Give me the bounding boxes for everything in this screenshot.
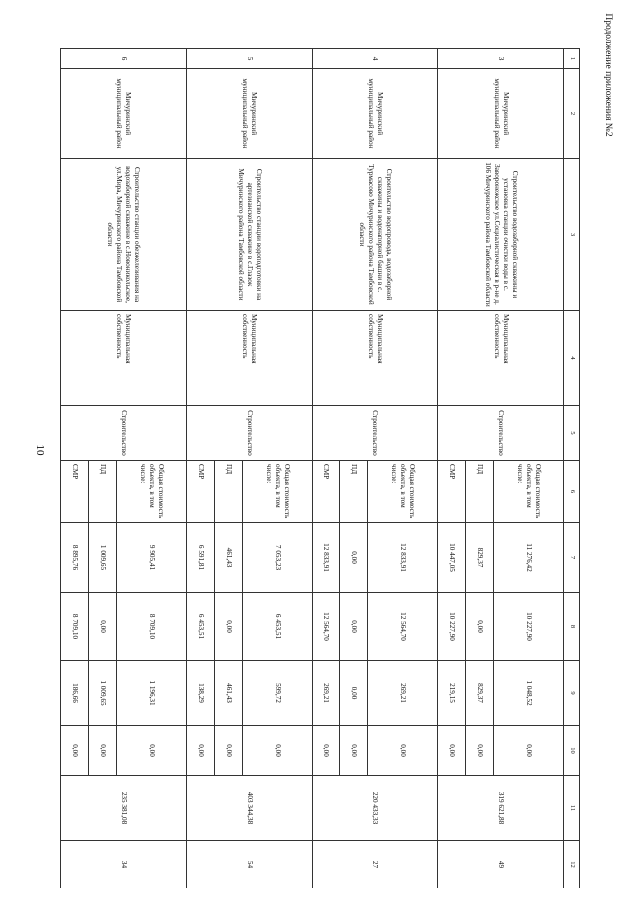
row-number: 5 [186, 49, 312, 69]
work-type: Строительство [438, 406, 564, 461]
value-col-9: 599,72 [242, 661, 312, 726]
value-col-8: 6 453,51 [242, 593, 312, 661]
row-number: 3 [438, 49, 564, 69]
value-col-11: 319 621,88 [438, 776, 564, 841]
value-col-10: 0,00 [312, 726, 340, 776]
ownership-type: Муниципальная собственность [438, 311, 564, 406]
column-number-2: 2 [564, 69, 580, 159]
value-col-9: 186,66 [61, 661, 89, 726]
column-number-10: 10 [564, 726, 580, 776]
value-col-8: 12 564,70 [312, 593, 340, 661]
value-col-7: 12 833,91 [368, 523, 438, 593]
value-col-12: 34 [61, 841, 187, 889]
value-col-10: 0,00 [116, 726, 186, 776]
value-col-11: 220 433,33 [312, 776, 438, 841]
value-col-10: 0,00 [368, 726, 438, 776]
cost-component-label: ПД [214, 461, 242, 523]
value-col-10: 0,00 [242, 726, 312, 776]
header-row [564, 49, 580, 889]
objects-table [60, 48, 580, 888]
value-col-12: 54 [186, 841, 312, 889]
work-type: Строительство [61, 406, 187, 461]
value-col-11: 403 344,38 [186, 776, 312, 841]
district-name: Мичуринский муниципальный район [438, 69, 564, 159]
column-number-6: 6 [564, 461, 580, 523]
value-col-7: 12 833,91 [312, 523, 340, 593]
value-col-7: 11 276,42 [494, 523, 564, 593]
value-col-7: 10 447,05 [438, 523, 466, 593]
cost-component-label: Общая стоимость объекта, в том числе: [242, 461, 312, 523]
cost-component-label: ПД [466, 461, 494, 523]
cost-component-label: Общая стоимость объекта, в том числе: [494, 461, 564, 523]
value-col-10: 0,00 [186, 726, 214, 776]
value-col-12: 27 [312, 841, 438, 889]
column-number-7: 7 [564, 523, 580, 593]
value-col-12: 49 [438, 841, 564, 889]
value-col-8: 0,00 [466, 593, 494, 661]
cost-component-label: СМР [186, 461, 214, 523]
table-row [368, 49, 438, 889]
value-col-8: 8 709,10 [61, 593, 89, 661]
value-col-8: 6 453,51 [186, 593, 214, 661]
value-col-9: 461,43 [214, 661, 242, 726]
value-col-10: 0,00 [89, 726, 117, 776]
value-col-9: 829,37 [466, 661, 494, 726]
row-number: 4 [312, 49, 438, 69]
value-col-8: 0,00 [214, 593, 242, 661]
column-number-12: 12 [564, 841, 580, 889]
ownership-type: Муниципальная собственность [312, 311, 438, 406]
cost-component-label: СМР [312, 461, 340, 523]
column-number-4: 4 [564, 311, 580, 406]
cost-component-label: Общая стоимость объекта, в том числе: [116, 461, 186, 523]
column-number-11: 11 [564, 776, 580, 841]
work-type: Строительство [312, 406, 438, 461]
cost-component-label: ПД [340, 461, 368, 523]
value-col-9: 269,21 [368, 661, 438, 726]
object-name: Строительство водопровода, водозаборной скважины и водонапорной башни в с. Турмасово Мичуринского района Тамбовской области [312, 159, 438, 311]
value-col-8: 12 564,70 [368, 593, 438, 661]
column-number-5: 5 [564, 406, 580, 461]
value-col-8: 10 227,90 [494, 593, 564, 661]
value-col-10: 0,00 [61, 726, 89, 776]
ownership-type: Муниципальная собственность [61, 311, 187, 406]
district-name: Мичуринский муниципальный район [312, 69, 438, 159]
value-col-9: 1 009,65 [89, 661, 117, 726]
value-col-10: 0,00 [340, 726, 368, 776]
value-col-7: 461,43 [214, 523, 242, 593]
value-col-8: 8 709,10 [116, 593, 186, 661]
page-number: 10 [34, 444, 46, 456]
table-row [494, 49, 564, 889]
cost-component-label: ПД [89, 461, 117, 523]
value-col-10: 0,00 [466, 726, 494, 776]
ownership-type: Муниципальная собственность [186, 311, 312, 406]
value-col-8: 0,00 [340, 593, 368, 661]
object-name: Строительство станции обезжелезивания на водозаборной скважине в с.Новоникольское, ул.Мира, Мичуринского района Тамбовской области [61, 159, 187, 311]
value-col-11: 235 381,08 [61, 776, 187, 841]
district-name: Мичуринский муниципальный район [61, 69, 187, 159]
value-col-7: 0,00 [340, 523, 368, 593]
object-name: Строительство водозаборной скважины и установка станции очистки воды в с. Заворонежское ул.Социалистическая в р-не д. 106 Мичуринского района Тамбовской области [438, 159, 564, 311]
value-col-9: 1 048,52 [494, 661, 564, 726]
value-col-8: 10 227,90 [438, 593, 466, 661]
cost-component-label: СМР [61, 461, 89, 523]
column-number-3: 3 [564, 159, 580, 311]
table-row [242, 49, 312, 889]
value-col-9: 138,29 [186, 661, 214, 726]
column-number-1: 1 [564, 49, 580, 69]
value-col-10: 0,00 [438, 726, 466, 776]
cost-component-label: Общая стоимость объекта, в том числе: [368, 461, 438, 523]
value-col-7: 7 053,23 [242, 523, 312, 593]
value-col-10: 0,00 [214, 726, 242, 776]
value-col-7: 8 895,76 [61, 523, 89, 593]
value-col-8: 0,00 [89, 593, 117, 661]
value-col-7: 6 591,81 [186, 523, 214, 593]
value-col-7: 9 905,41 [116, 523, 186, 593]
value-col-10: 0,00 [494, 726, 564, 776]
value-col-9: 219,15 [438, 661, 466, 726]
row-number: 6 [61, 49, 187, 69]
continuation-heading: Продолжение приложения №2 [603, 13, 613, 137]
column-number-8: 8 [564, 593, 580, 661]
value-col-7: 1 009,65 [89, 523, 117, 593]
rotated-table-container [60, 48, 580, 888]
value-col-9: 269,21 [312, 661, 340, 726]
cost-component-label: СМР [438, 461, 466, 523]
work-type: Строительство [186, 406, 312, 461]
district-name: Мичуринский муниципальный район [186, 69, 312, 159]
object-name: Строительство станции водоподготовки на артезианской скважине в с.Глазок Мичуринского района Тамбовской области [186, 159, 312, 311]
table-row [116, 49, 186, 889]
value-col-9: 0,00 [340, 661, 368, 726]
value-col-9: 1 196,31 [116, 661, 186, 726]
table-viewport [60, 48, 580, 888]
value-col-7: 829,37 [466, 523, 494, 593]
column-number-9: 9 [564, 661, 580, 726]
